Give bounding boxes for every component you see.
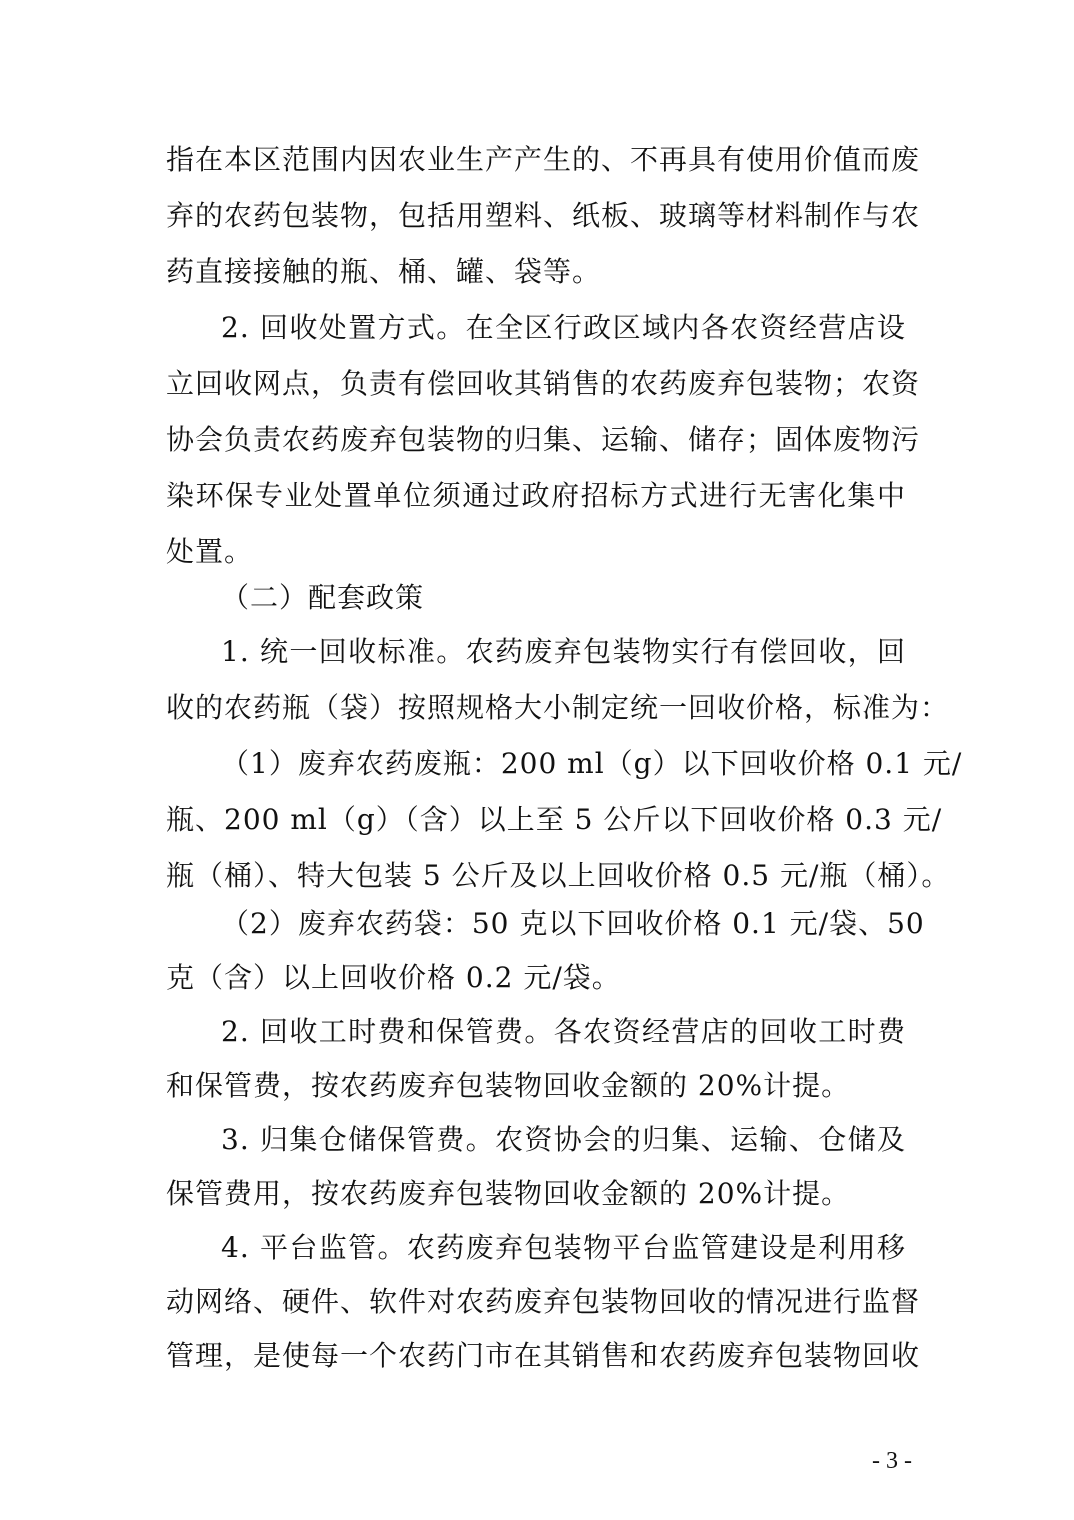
body-line: 1. 统一回收标准。农药废弃包装物实行有偿回收，回 xyxy=(221,635,906,668)
body-line: 收的农药瓶（袋）按照规格大小制定统一回收价格，标准为： xyxy=(166,691,950,724)
body-line: 3. 归集仓储保管费。农资协会的归集、运输、仓储及 xyxy=(221,1123,906,1156)
body-line: 处置。 xyxy=(166,535,254,568)
body-line: 药直接接触的瓶、桶、罐、袋等。 xyxy=(166,255,602,288)
body-line: （2）废弃农药袋：50 克以下回收价格 0.1 元/袋、50 xyxy=(221,907,925,940)
body-line: 弃的农药包装物，包括用塑料、纸板、玻璃等材料制作与农 xyxy=(166,199,921,232)
body-line: 立回收网点，负责有偿回收其销售的农药废弃包装物；农资 xyxy=(166,367,921,400)
body-line: 克（含）以上回收价格 0.2 元/袋。 xyxy=(166,961,621,994)
body-line: 保管费用，按农药废弃包装物回收金额的 20%计提。 xyxy=(166,1177,851,1210)
body-line: 协会负责农药废弃包装物的归集、运输、储存；固体废物污 xyxy=(166,423,921,456)
body-line: （1）废弃农药废瓶：200 ml（g）以下回收价格 0.1 元/ xyxy=(221,747,963,780)
body-line: 染环保专业处置单位须通过政府招标方式进行无害化集中 xyxy=(166,479,906,512)
body-line: 2. 回收处置方式。在全区行政区域内各农资经营店设 xyxy=(221,311,906,344)
section-heading: （二）配套政策 xyxy=(221,581,425,614)
body-line: 和保管费，按农药废弃包装物回收金额的 20%计提。 xyxy=(166,1069,851,1102)
body-line: 4. 平台监管。农药废弃包装物平台监管建设是利用移 xyxy=(221,1231,906,1264)
body-line: 瓶、200 ml（g）（含）以上至 5 公斤以下回收价格 0.3 元/ xyxy=(166,803,943,836)
body-line: 2. 回收工时费和保管费。各农资经营店的回收工时费 xyxy=(221,1015,906,1048)
page-number: - 3 - xyxy=(872,1448,912,1474)
body-line: 动网络、硬件、软件对农药废弃包装物回收的情况进行监督 xyxy=(166,1285,921,1318)
body-line: 瓶（桶）、特大包装 5 公斤及以上回收价格 0.5 元/瓶（桶）。 xyxy=(166,859,951,892)
body-line: 管理，是使每一个农药门市在其销售和农药废弃包装物回收 xyxy=(166,1339,921,1372)
body-line: 指在本区范围内因农业生产产生的、不再具有使用价值而废 xyxy=(166,143,921,176)
